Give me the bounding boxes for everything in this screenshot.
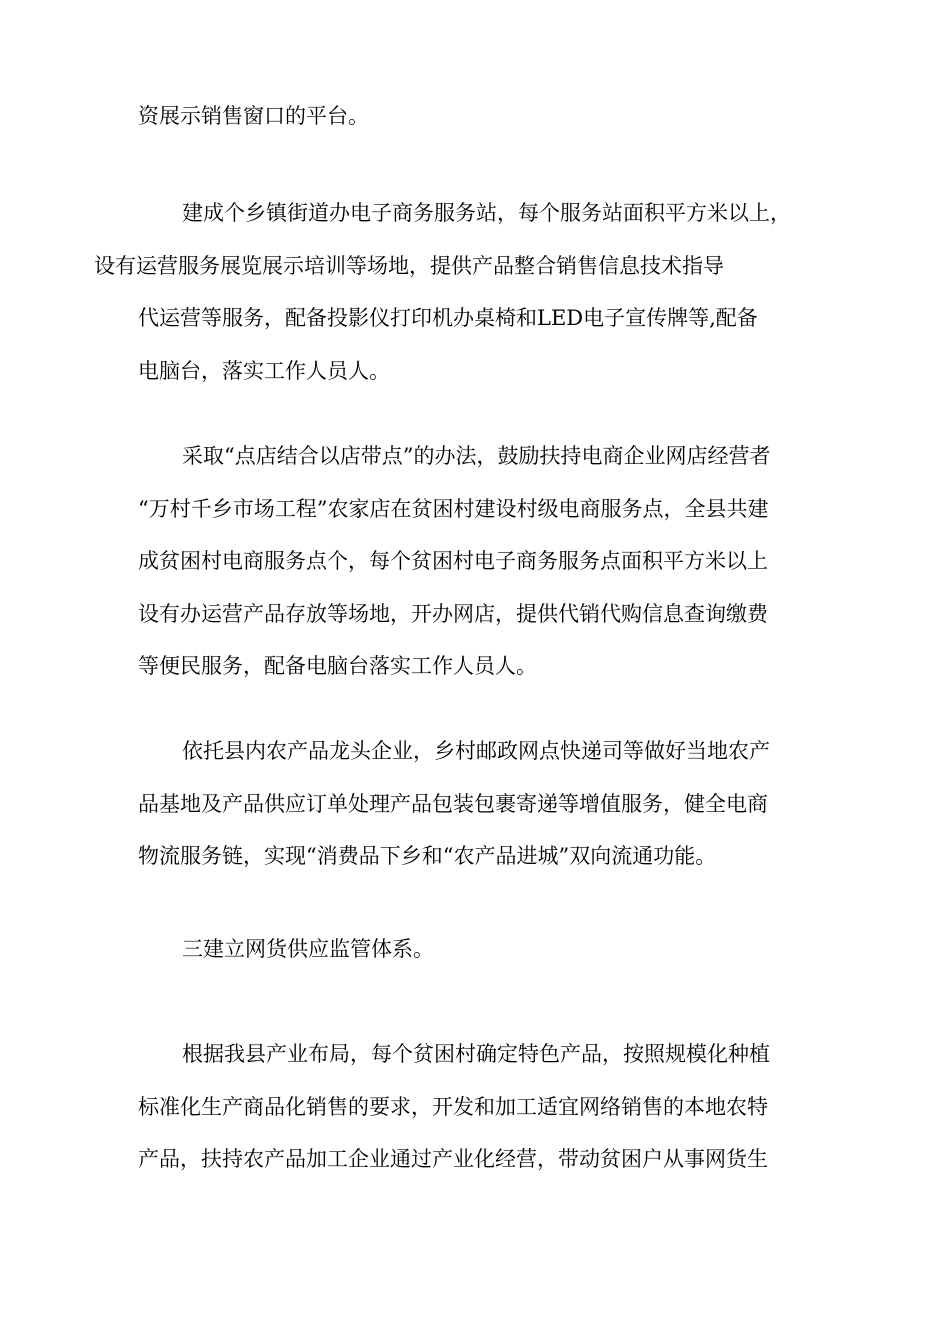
text-line: 资展示销售窗口的平台。 (138, 104, 369, 128)
text-line: 标准化生产商品化销售的要求，开发和加工适宜网络销售的本地农特 (138, 1094, 768, 1119)
text-line: 品基地及产品供应订单处理产品包装包裹寄递等增值服务，健全电商 (138, 791, 768, 816)
text-line: 产品，扶持农产品加工企业通过产业化经营，带动贫困户从事网货生 (138, 1147, 768, 1171)
text-line: 设有办运营产品存放等场地，开办网店，提供代销代购信息查询缴费 (138, 601, 768, 626)
text-line: “万村千乡市场工程”农家店在贫困村建设村级电商服务点，全县共建 (138, 496, 769, 521)
text-line: 成贫困村电商服务点个，每个贫困村电子商务服务点面积平方米以上 (138, 549, 768, 573)
section-heading (138, 923, 828, 976)
text-line: 采取“点店结合以店带点”的办法，鼓励扶持电商企业网店经营者 (182, 444, 771, 468)
text-line: 物流服务链，实现“消费品下乡和“农产品进城”双向流通功能。 (138, 844, 717, 868)
text-line: 等便民服务，配备电脑台落实工作人员人。 (138, 654, 537, 678)
text-line: 电脑台，落实工作人员人。 (138, 358, 390, 383)
paragraph-specialty-products (138, 1028, 828, 1186)
paragraph-logistics (138, 725, 828, 883)
text-line: 依托县内农产品龙头企业，乡村邮政网点快递司等做好当地农产 (182, 739, 770, 763)
text-line: 设有运营服务展览展示培训等场地，提供产品整合销售信息技术指导 (94, 253, 724, 278)
text-line: 三建立网货供应监管体系。 (182, 937, 434, 961)
paragraph-continuation (138, 90, 828, 143)
paragraph-village-service-points (138, 430, 828, 693)
text-line: 建成个乡镇街道办电子商务服务站，每个服务站面积平方米以上， (182, 201, 791, 225)
text-line: 代运营等服务，配备投影仪打印机办桌椅和LED电子宣传牌等,配备 (138, 306, 758, 330)
paragraph-service-station (94, 187, 828, 397)
text-line: 根据我县产业布局，每个贫困村确定特色产品，按照规模化种植 (182, 1042, 770, 1066)
